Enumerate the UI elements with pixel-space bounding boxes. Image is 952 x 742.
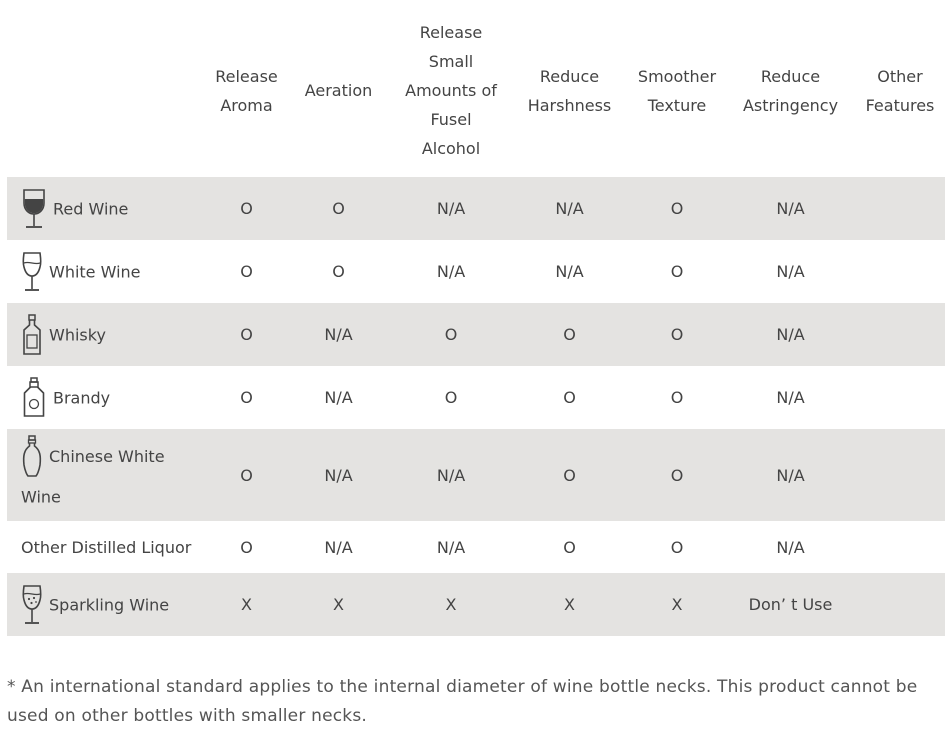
header-line: Reduce: [539, 66, 600, 86]
compatibility-table: [7, 18, 945, 636]
cell-value: Don’ t Use: [726, 573, 855, 636]
cell-value: O: [240, 537, 253, 557]
cell-value: [855, 521, 945, 573]
cell-value: O: [563, 388, 576, 407]
header-reduce-astringency: [726, 18, 855, 177]
cell-value: X: [628, 573, 726, 636]
table-row-chinese-white-wine: [7, 429, 945, 521]
header-reduce-harshness: [511, 18, 628, 177]
header-line: Astringency: [742, 95, 839, 115]
cell-value: N/A: [436, 262, 466, 281]
header-line: Release: [215, 66, 278, 86]
table-row-whisky: [7, 303, 945, 366]
header-other-features: [855, 18, 945, 177]
header-line: Aroma: [220, 95, 273, 115]
cell-value: N/A: [286, 303, 391, 366]
cell-value: N/A: [391, 429, 511, 521]
cell-value: [855, 366, 945, 429]
cell-value: O: [670, 537, 684, 557]
cell-value: [855, 429, 945, 521]
cell-value: N/A: [436, 537, 466, 557]
cell-value: X: [286, 573, 391, 636]
cell-value: O: [444, 388, 458, 407]
header-line: Reduce: [760, 66, 821, 86]
row-name-cell: [7, 240, 207, 303]
footnote: * An international standard applies to the internal diameter of wine bottle necks. This product cannot be used on other bottles with smaller necks.: [7, 677, 918, 726]
header-line: Aeration: [304, 81, 373, 100]
cell-value: [855, 573, 945, 636]
header-cell-empty: [7, 18, 207, 177]
header-line: Alcohol: [421, 139, 481, 158]
header-line: Texture: [647, 95, 707, 115]
cell-value: O: [286, 177, 391, 240]
header-release-fusel-alcohol: [391, 18, 511, 177]
cell-value: [855, 240, 945, 303]
cell-value: [855, 303, 945, 366]
cell-value: X: [511, 573, 628, 636]
row-name-cell: [7, 303, 207, 366]
cell-value: O: [240, 388, 253, 407]
row-name-cell: [7, 573, 207, 636]
drink-name: Other Distilled Liquor: [21, 538, 192, 557]
cell-value: N/A: [776, 262, 805, 281]
cell-value: N/A: [726, 429, 855, 521]
cell-value: O: [391, 303, 511, 366]
row-name-cell: [7, 366, 207, 429]
header-aeration: [286, 18, 391, 177]
cell-value: O: [670, 262, 684, 281]
row-name-cell: [7, 177, 207, 240]
cell-value: O: [511, 429, 628, 521]
header-release-aroma: [207, 18, 286, 177]
cell-value: O: [563, 537, 576, 557]
cell-value: [855, 177, 945, 240]
drink-name: Brandy: [53, 388, 111, 407]
cell-value: N/A: [324, 537, 353, 557]
header-smoother-texture: [628, 18, 726, 177]
header-line: Fusel: [430, 110, 472, 129]
red-wine-glass-icon: [21, 187, 47, 231]
cell-value: N/A: [555, 262, 584, 281]
cell-value: N/A: [726, 303, 855, 366]
table-row-other-distilled-liquor: [7, 521, 945, 573]
header-line: Smoother: [637, 66, 717, 86]
cell-value: O: [207, 429, 286, 521]
cell-value: O: [207, 177, 286, 240]
drink-name: White Wine: [49, 262, 141, 281]
drink-name: Chinese White Wine: [21, 446, 165, 507]
cell-value: N/A: [511, 177, 628, 240]
header-row: [7, 18, 945, 177]
header-line: Features: [865, 95, 935, 115]
cell-value: O: [511, 303, 628, 366]
cell-value: N/A: [726, 177, 855, 240]
cell-value: N/A: [776, 388, 805, 407]
header-line: Other: [877, 66, 923, 86]
row-name-cell: [7, 521, 207, 573]
cell-value: X: [207, 573, 286, 636]
compatibility-table-wrapper: [7, 18, 945, 636]
cell-value: O: [628, 303, 726, 366]
table-row-white-wine: [7, 240, 945, 303]
cell-value: X: [391, 573, 511, 636]
cell-value: O: [628, 429, 726, 521]
sparkling-wine-glass-icon: [21, 583, 43, 627]
chinese-liquor-bottle-icon: [21, 435, 43, 479]
header-line: Harshness: [527, 95, 612, 115]
header-line: Small: [428, 52, 474, 71]
cell-value: N/A: [776, 537, 805, 557]
cell-value: O: [628, 177, 726, 240]
header-line: Amounts of: [405, 81, 497, 100]
table-row-red-wine: [7, 177, 945, 240]
cell-value: O: [207, 303, 286, 366]
white-wine-glass-icon: [21, 250, 43, 294]
drink-name: Whisky: [49, 325, 106, 344]
table-row-brandy: [7, 366, 945, 429]
row-name-cell: [7, 429, 207, 521]
cell-value: N/A: [324, 388, 353, 407]
drink-name: Sparkling Wine: [49, 595, 170, 614]
cell-value: O: [240, 262, 253, 281]
table-row-sparkling-wine: [7, 573, 945, 636]
cell-value: N/A: [286, 429, 391, 521]
brandy-bottle-icon: [21, 376, 47, 420]
whisky-bottle-icon: [21, 313, 43, 357]
drink-name: Red Wine: [53, 199, 129, 218]
cell-value: O: [332, 262, 345, 281]
header-line: Release: [419, 23, 483, 42]
cell-value: N/A: [391, 177, 511, 240]
cell-value: O: [670, 388, 684, 407]
